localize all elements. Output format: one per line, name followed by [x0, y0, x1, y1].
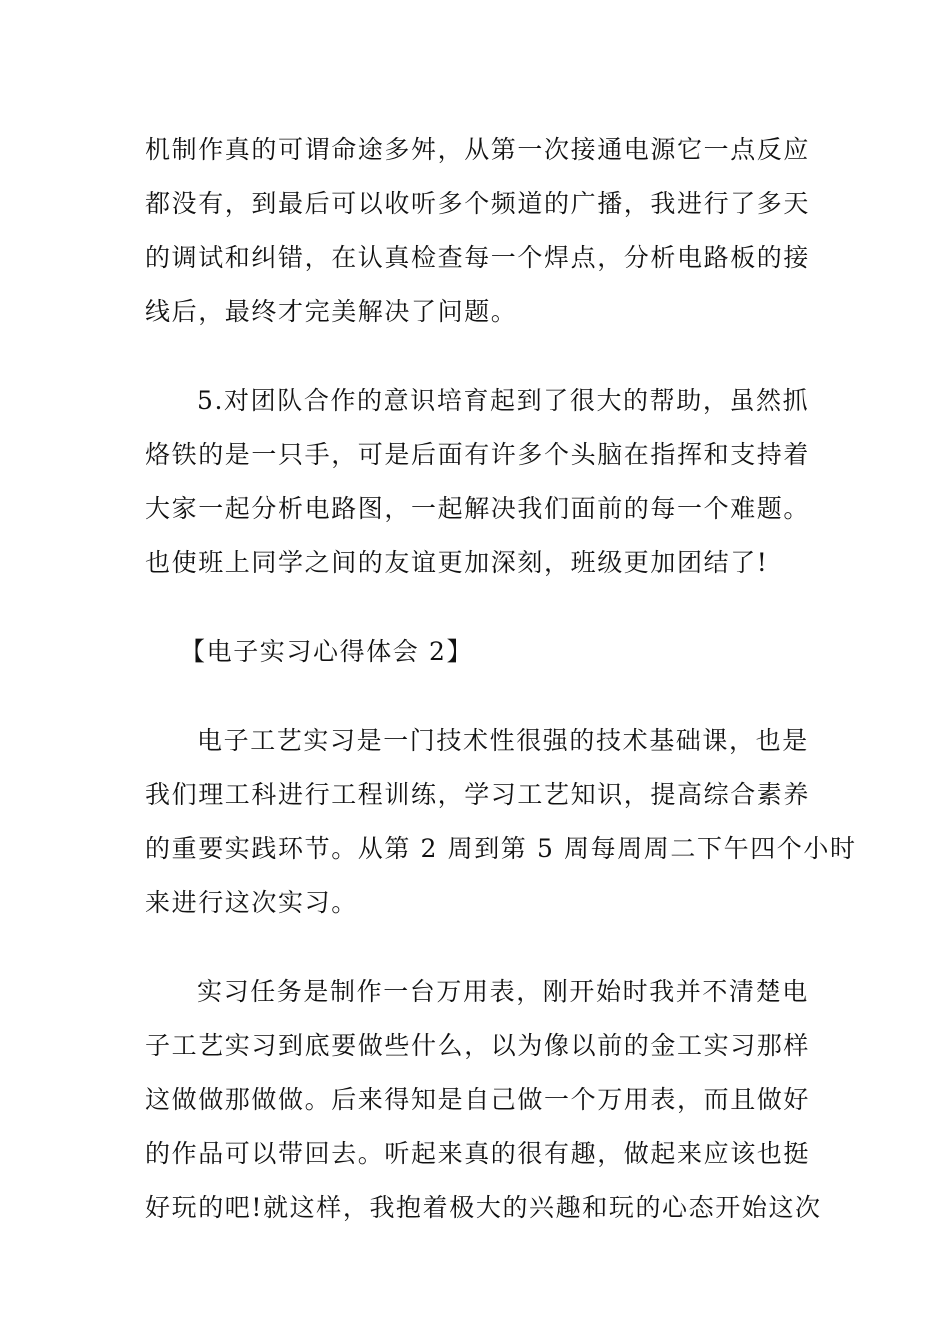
paragraph-line: 烙铁的是一只手，可是后面有许多个头脑在指挥和支持着	[145, 440, 811, 469]
paragraph-line: 的作品可以带回去。听起来真的很有趣，做起来应该也挺	[145, 1139, 811, 1168]
paragraph-line: 好玩的吧!就这样，我抱着极大的兴趣和玩的心态开始这次	[145, 1193, 822, 1222]
paragraph-line: 机制作真的可谓命途多舛，从第一次接通电源它一点反应	[145, 135, 811, 164]
paragraph-line: 线后，最终才完美解决了问题。	[145, 297, 518, 326]
paragraph-line: 我们理工科进行工程训练，学习工艺知识，提高综合素养	[145, 780, 811, 809]
paragraph-line: 5.对团队合作的意识培育起到了很大的帮助，虽然抓	[197, 386, 810, 415]
section-heading: 【电子实习心得体会 2】	[180, 637, 474, 666]
paragraph-line: 的重要实践环节。从第 2 周到第 5 周每周周二下午四个小时	[145, 834, 857, 863]
paragraph-line: 的调试和纠错，在认真检查每一个焊点，分析电路板的接	[145, 243, 811, 272]
paragraph-line: 都没有，到最后可以收听多个频道的广播，我进行了多天	[145, 189, 811, 218]
paragraph-line: 这做做那做做。后来得知是自己做一个万用表，而且做好	[145, 1085, 811, 1114]
paragraph-line: 实习任务是制作一台万用表，刚开始时我并不清楚电	[197, 977, 809, 1006]
paragraph-line: 子工艺实习到底要做些什么，以为像以前的金工实习那样	[145, 1031, 811, 1060]
paragraph-line: 也使班上同学之间的友谊更加深刻，班级更加团结了!	[145, 548, 769, 577]
paragraph-line: 来进行这次实习。	[145, 888, 358, 917]
paragraph-line: 电子工艺实习是一门技术性很强的技术基础课，也是	[197, 726, 809, 755]
paragraph-line: 大家一起分析电路图，一起解决我们面前的每一个难题。	[145, 494, 811, 523]
